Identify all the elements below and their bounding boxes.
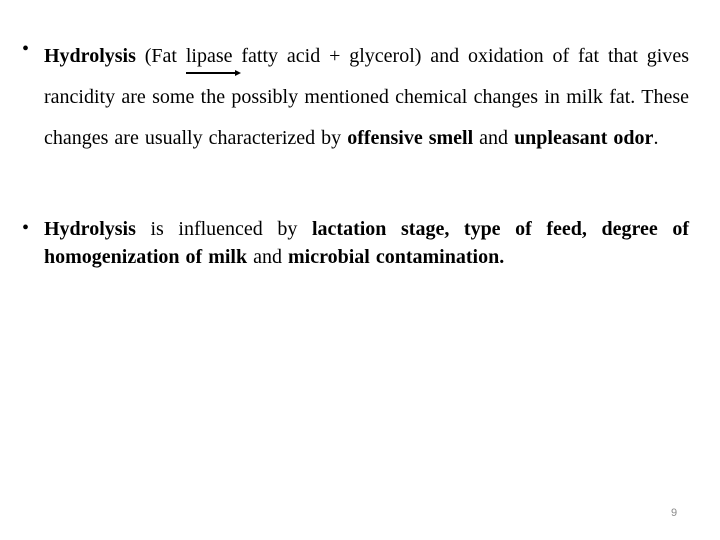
text-period: . xyxy=(653,127,659,149)
bullet-paragraph-hydrolysis-oxidation xyxy=(44,36,689,159)
term-factors: lactation stage, type of feed, degree of homogenization of milk xyxy=(44,218,690,268)
term-offensive-smell: offensive smell xyxy=(347,127,474,149)
bullet-paragraph-hydrolysis-factors xyxy=(44,215,689,271)
term-hydrolysis: Hydrolysis xyxy=(44,218,136,240)
lipase-reaction-arrow xyxy=(186,36,233,77)
bullet-marker: • xyxy=(22,38,30,60)
term-microbial-contamination: microbial contamination. xyxy=(288,246,505,268)
text-influenced-by: is influenced by xyxy=(150,218,298,240)
label-lipase: lipase xyxy=(185,45,233,67)
text-fat-open: (Fat xyxy=(144,45,177,67)
arrow-head-icon xyxy=(235,70,241,76)
text-and: and xyxy=(253,246,283,268)
page-number: 9 xyxy=(670,507,678,519)
term-unpleasant-odor: unpleasant odor xyxy=(514,127,654,149)
bullet-marker: • xyxy=(22,217,30,239)
arrow-line xyxy=(186,72,239,74)
text-and: and xyxy=(479,127,509,149)
term-hydrolysis: Hydrolysis xyxy=(44,45,136,67)
text-reaction-products: fatty acid + glycerol) and oxidation of fat that gives rancidity are some the possibly mentioned chemical changes in milk fat. These changes are usually characterized by xyxy=(44,45,690,149)
